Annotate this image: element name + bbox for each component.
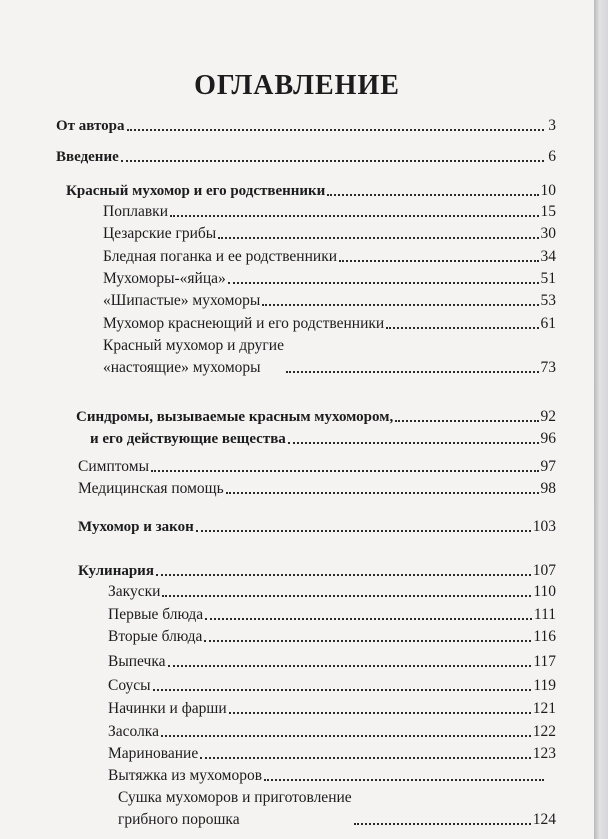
toc-entry-page: 15 — [540, 203, 556, 220]
toc-entry-label: Красный мухомор и другие — [103, 337, 284, 354]
dot-leader — [264, 779, 544, 781]
toc-entry-page: 119 — [533, 677, 556, 694]
dot-leader — [354, 823, 531, 825]
toc-entry-page: 73 — [540, 359, 556, 376]
toc-entry — [76, 408, 556, 448]
dot-leader — [226, 492, 539, 494]
toc-entry — [108, 583, 556, 601]
toc-entry — [108, 723, 556, 741]
dot-leader — [386, 327, 538, 329]
toc-entry-page: 107 — [532, 562, 556, 579]
toc-entry-label: Введение — [56, 149, 119, 165]
toc-entry-label-line2: «настоящие» мухоморы — [103, 359, 261, 376]
toc-entry-label: Симптомы — [78, 458, 149, 475]
toc-entry-label: Медицинская помощь — [78, 480, 224, 497]
toc-entry — [78, 562, 556, 580]
dot-leader — [205, 618, 532, 620]
dot-leader — [228, 282, 539, 284]
toc-entry-label: Начинки и фарши — [108, 700, 227, 717]
toc-entry-label-line2: и его действующие вещества — [90, 431, 286, 447]
dot-leader — [339, 260, 538, 262]
dot-leader — [286, 371, 539, 373]
toc-entry — [108, 745, 556, 763]
toc-entry-label: Мухоморы-«яйца» — [103, 270, 226, 287]
toc-title: ОГЛАВЛЕНИЕ — [194, 70, 400, 101]
dot-leader — [327, 194, 538, 196]
toc-entry-label-line2: грибного порошка — [118, 811, 240, 828]
toc-entry-label: Кулинария — [78, 563, 154, 579]
dot-leader — [229, 712, 531, 714]
toc-entry — [103, 248, 556, 266]
toc-entry — [56, 148, 556, 166]
dot-leader — [288, 442, 539, 444]
dot-leader — [153, 689, 532, 691]
toc-entry-page: 92 — [540, 408, 556, 425]
toc-entry-page: 61 — [540, 315, 556, 332]
toc-entry — [78, 518, 556, 536]
dot-leader — [156, 574, 531, 576]
dot-leader — [151, 470, 539, 472]
toc-entry-label: Мухомор краснеющий и его родственники — [103, 315, 385, 332]
dot-leader — [200, 757, 531, 759]
dot-leader — [218, 237, 538, 239]
book-binding-edge — [594, 0, 608, 839]
toc-entry-page: 117 — [533, 653, 556, 670]
dot-leader — [121, 160, 544, 162]
dot-leader — [127, 129, 544, 131]
toc-entry-page: 97 — [540, 458, 556, 475]
toc-entry-label: Вытяжка из мухоморов — [108, 767, 263, 784]
toc-entry — [108, 677, 556, 695]
dot-leader — [161, 735, 531, 737]
toc-entry — [108, 767, 556, 785]
toc-entry — [103, 315, 556, 333]
toc-entry-page: 111 — [533, 606, 556, 623]
toc-entry-page: 53 — [540, 292, 556, 309]
toc-entry — [103, 225, 556, 243]
toc-entry-label: Засолка — [108, 723, 159, 740]
toc-entry-page: 110 — [533, 583, 556, 600]
toc-entry — [108, 628, 556, 646]
dot-leader — [204, 640, 531, 642]
toc-entry-label: Бледная поганка и ее родственники — [103, 248, 338, 265]
toc-entry-label: Соусы — [108, 677, 151, 694]
toc-entry-page: 121 — [532, 700, 556, 717]
toc-entry-page: 6 — [548, 148, 556, 165]
toc-entry-page: 30 — [540, 225, 556, 242]
toc-entry-label: Первые блюда — [108, 606, 204, 623]
toc-entry-page: 123 — [532, 745, 556, 762]
toc-entry-page: 124 — [532, 811, 556, 828]
toc-entry-page: 122 — [532, 723, 556, 740]
dot-leader — [162, 595, 531, 597]
toc-entry-page: 34 — [540, 248, 556, 265]
toc-entry — [108, 606, 556, 624]
dot-leader — [262, 304, 538, 306]
toc-entry-label: Красный мухомор и его родственники — [66, 183, 326, 199]
toc-entry-label: Закуски — [108, 583, 161, 600]
toc-entry-page: 10 — [540, 182, 556, 199]
toc-entry — [103, 292, 556, 310]
toc-entry — [66, 182, 556, 200]
toc-entry — [118, 789, 556, 829]
toc-entry-label: Сушка мухоморов и приготовление — [118, 789, 352, 806]
toc-entry-page: 116 — [533, 628, 556, 645]
toc-entry-label: Мухомор и закон — [78, 519, 194, 535]
toc-entry — [108, 700, 556, 718]
toc-entry-label: Выпечка — [108, 653, 166, 670]
dot-leader — [196, 530, 531, 532]
toc-entry-label: Вторые блюда — [108, 628, 203, 645]
toc-entry-label: «Шипастые» мухоморы — [103, 292, 261, 309]
dot-leader — [395, 420, 538, 422]
toc-entry — [56, 117, 556, 135]
toc-entry — [103, 203, 556, 221]
toc-entry-page: 98 — [540, 480, 556, 497]
dot-leader — [168, 665, 532, 667]
toc-entry — [108, 653, 556, 671]
dot-leader — [170, 215, 539, 217]
toc-entry-label: Цезарские грибы — [103, 225, 217, 242]
toc-entry-page: 51 — [540, 270, 556, 287]
toc-entry-page: 103 — [532, 518, 556, 535]
toc-entry — [103, 337, 556, 377]
toc-entry-label: Поплавки — [103, 203, 168, 220]
toc-entry-page-line2: 96 — [540, 430, 556, 447]
toc-entry-page: 3 — [548, 117, 556, 134]
toc-entry-label: Синдромы, вызываемые красным мухомором, — [76, 409, 394, 425]
toc-entry — [78, 480, 556, 498]
toc-entry-label: От автора — [56, 118, 125, 134]
toc-entry-label: Маринование — [108, 745, 199, 762]
toc-entry — [103, 270, 556, 288]
toc-entry — [78, 458, 556, 476]
